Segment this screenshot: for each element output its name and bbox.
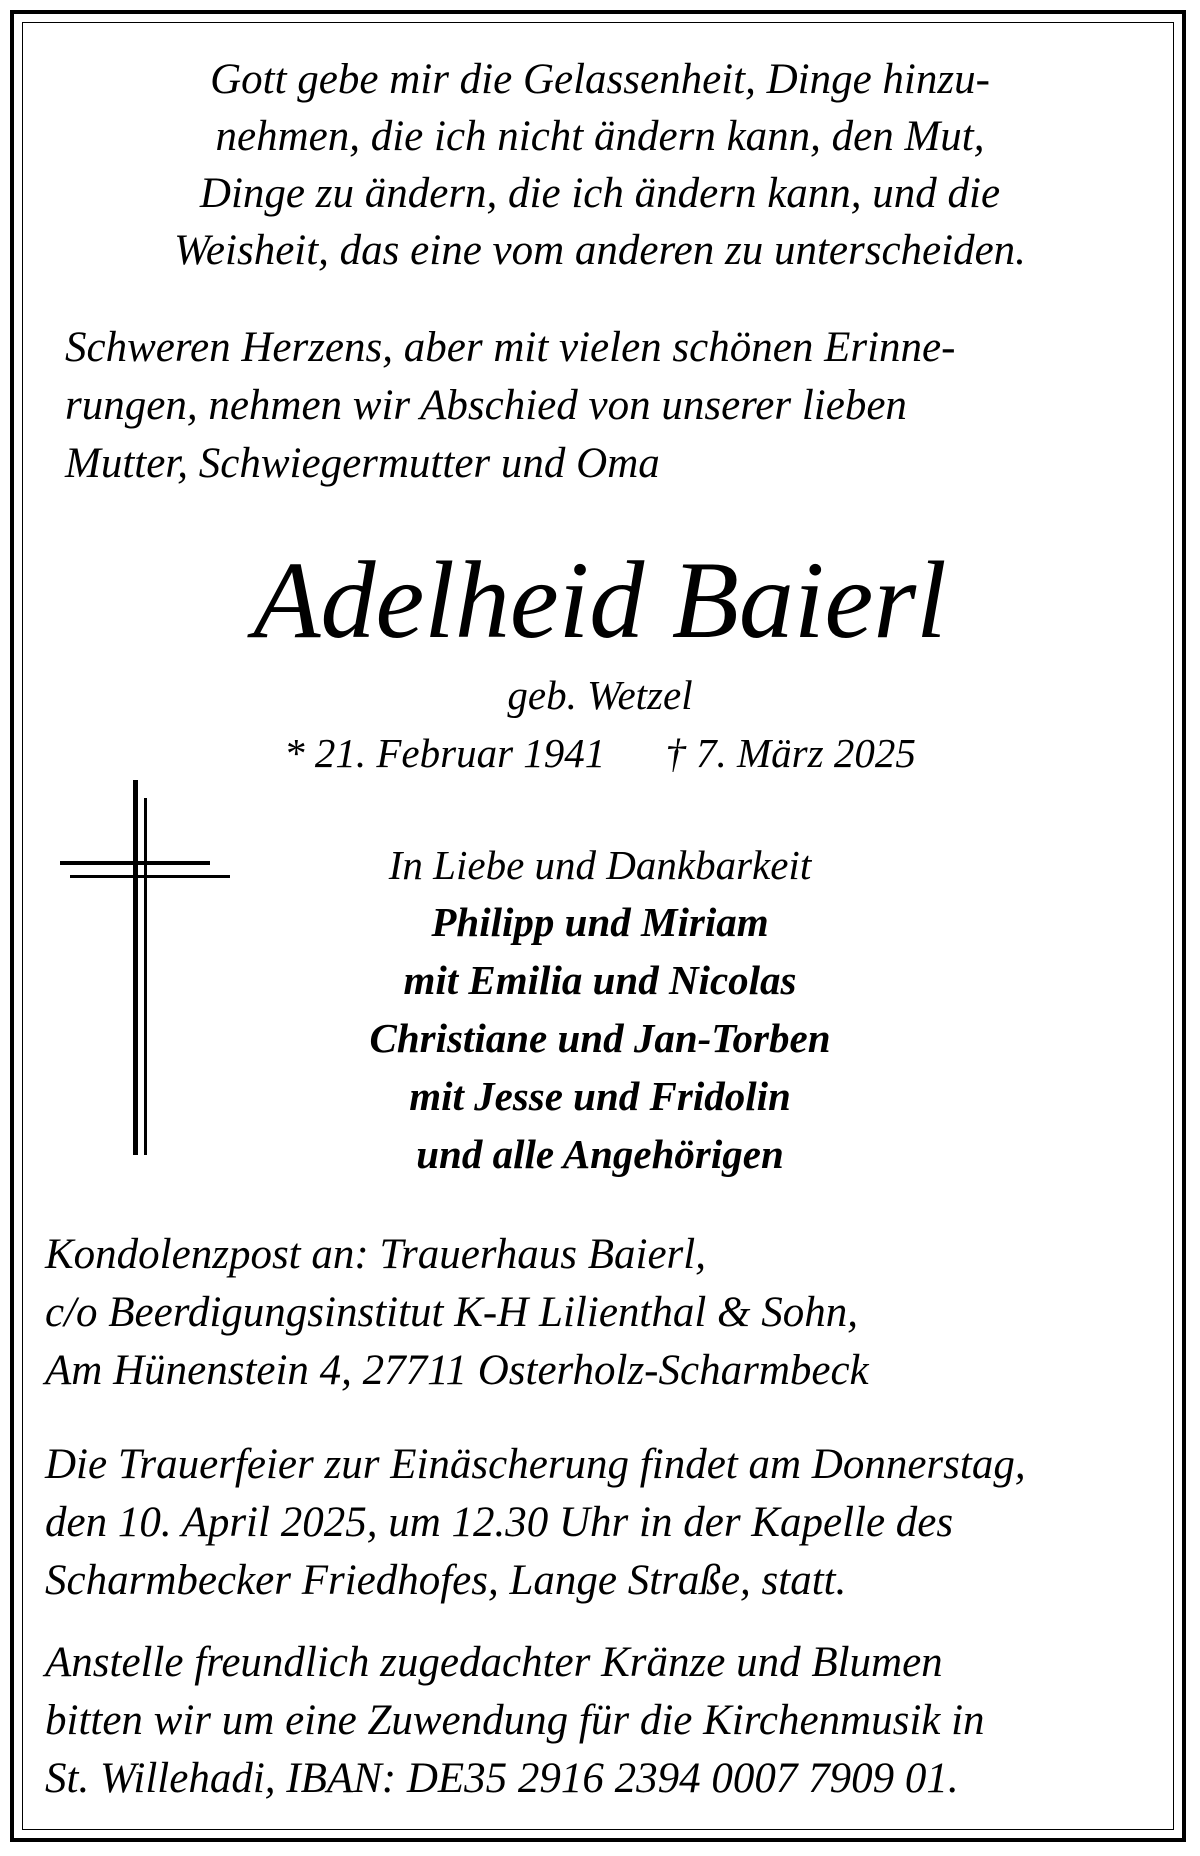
ceremony-line-1: Die Trauerfeier zur Einäscherung findet am Donnerstag,: [45, 1441, 1026, 1488]
motto-line-3: Dinge zu ändern, die ich ändern kann, und die: [199, 170, 1001, 217]
mourner-line-1: Philipp und Miriam: [431, 899, 769, 945]
donation-line-1: Anstelle freundlich zugedachter Kränze und Blumen: [45, 1639, 943, 1686]
intro-line-1: Schweren Herzens, aber mit vielen schönen Erinne-: [65, 324, 956, 371]
condolence-line-3: Am Hünenstein 4, 27711 Osterholz-Scharmbeck: [45, 1347, 869, 1394]
mourner-line-2: mit Emilia und Nicolas: [403, 957, 797, 1003]
donation-line-3: St. Willehadi, IBAN: DE35 2916 2394 0007 7909 01.: [45, 1755, 959, 1802]
birth-name: geb. Wetzel: [507, 672, 693, 718]
mourner-line-5: und alle Angehörigen: [416, 1131, 784, 1177]
motto-line-2: nehmen, die ich nicht ändern kann, den Mut,: [215, 113, 985, 160]
intro-line-3: Mutter, Schwiegermutter und Oma: [65, 440, 660, 487]
ceremony-line-3: Scharmbecker Friedhofes, Lange Straße, statt.: [45, 1557, 847, 1604]
motto-line-4: Weisheit, das eine vom anderen zu unterscheiden.: [174, 227, 1026, 274]
mourners-lead: In Liebe und Dankbarkeit: [388, 842, 812, 888]
mourner-line-4: mit Jesse und Fridolin: [409, 1073, 791, 1119]
condolence-line-2: c/o Beerdigungsinstitut K-H Lilienthal & Sohn,: [45, 1289, 858, 1336]
birth-date: * 21. Februar 1941: [284, 730, 606, 776]
death-date: † 7. März 2025: [665, 730, 916, 776]
condolence-line-1: Kondolenzpost an: Trauerhaus Baierl,: [45, 1231, 706, 1278]
intro-line-2: rungen, nehmen wir Abschied von unserer lieben: [65, 382, 907, 429]
life-dates: [0, 730, 1200, 776]
donation-line-2: bitten wir um eine Zuwendung für die Kirchenmusik in: [45, 1697, 985, 1744]
mourner-line-3: Christiane und Jan-Torben: [369, 1015, 831, 1061]
deceased-name: Adelheid Baierl: [253, 539, 947, 661]
ceremony-line-2: den 10. April 2025, um 12.30 Uhr in der Kapelle des: [45, 1499, 954, 1546]
motto-line-1: Gott gebe mir die Gelassenheit, Dinge hinzu-: [210, 56, 990, 103]
